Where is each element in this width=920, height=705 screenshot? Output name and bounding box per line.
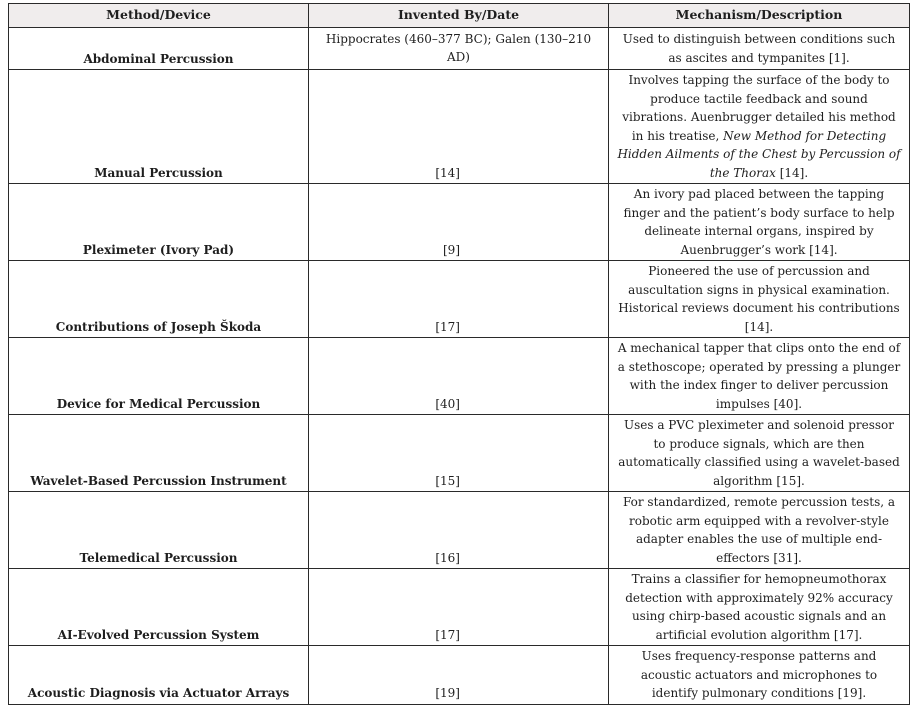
description-cell: Pioneered the use of percussion and auscultation signs in physical examination. Historical reviews document his contributions [14]. — [609, 261, 910, 338]
table-row — [9, 338, 910, 415]
treatise-title: New Method for Detecting Hidden Ailments of the Chest by Percussion of the Thorax — [617, 128, 901, 180]
method-cell: Wavelet-Based Percussion Instrument — [9, 415, 309, 492]
header-method: Method/Device — [9, 4, 309, 28]
table-row — [9, 415, 910, 492]
method-cell: AI-Evolved Percussion System — [9, 569, 309, 646]
method-cell: Pleximeter (Ivory Pad) — [9, 184, 309, 261]
invented-by-cell: [19] — [309, 646, 609, 705]
invented-by-cell: [15] — [309, 415, 609, 492]
description-cell — [609, 70, 910, 184]
table-row — [9, 261, 910, 338]
method-cell: Contributions of Joseph Škoda — [9, 261, 309, 338]
header-invented-by: Invented By/Date — [309, 4, 609, 28]
description-text: Involves tapping the surface of the body to produce tactile feedback and sound vibrations. Auenbrugger detailed his method in his treatise, — [622, 73, 896, 143]
table-row — [9, 28, 910, 70]
table-row — [9, 492, 910, 569]
table-header-row — [9, 4, 910, 28]
invented-by-cell: [40] — [309, 338, 609, 415]
table-row — [9, 646, 910, 705]
description-cell: An ivory pad placed between the tapping finger and the patient’s body surface to help delineate internal organs, inspired by Auenbrugger’s work [14]. — [609, 184, 910, 261]
description-citation: [14]. — [775, 165, 809, 180]
method-cell: Manual Percussion — [9, 70, 309, 184]
description-cell: A mechanical tapper that clips onto the end of a stethoscope; operated by pressing a plunger with the index finger to deliver percussion impulses [40]. — [609, 338, 910, 415]
invented-by-cell: [16] — [309, 492, 609, 569]
table-row — [9, 184, 910, 261]
invented-by-cell: [9] — [309, 184, 609, 261]
percussion-methods-table — [8, 3, 910, 705]
table-row — [9, 70, 910, 184]
description-cell: Uses frequency-response patterns and acoustic actuators and microphones to identify pulmonary conditions [19]. — [609, 646, 910, 705]
invented-by-cell: [17] — [309, 569, 609, 646]
invented-by-cell: [14] — [309, 70, 609, 184]
method-cell: Telemedical Percussion — [9, 492, 309, 569]
description-cell: Trains a classifier for hemopneumothorax detection with approximately 92% accuracy using chirp-based acoustic signals and an artificial evolution algorithm [17]. — [609, 569, 910, 646]
method-cell: Abdominal Percussion — [9, 28, 309, 70]
table-row — [9, 569, 910, 646]
method-cell: Acoustic Diagnosis via Actuator Arrays — [9, 646, 309, 705]
description-cell: Used to distinguish between conditions such as ascites and tympanites [1]. — [609, 28, 910, 70]
invented-by-cell: [17] — [309, 261, 609, 338]
description-cell: Uses a PVC pleximeter and solenoid pressor to produce signals, which are then automatically classified using a wavelet-based algorithm [15]. — [609, 415, 910, 492]
invented-by-cell: Hippocrates (460–377 BC); Galen (130–210 AD) — [309, 28, 609, 70]
header-mechanism: Mechanism/Description — [609, 4, 910, 28]
description-cell: For standardized, remote percussion tests, a robotic arm equipped with a revolver-style adapter enables the use of multiple end-effectors [31]. — [609, 492, 910, 569]
method-cell: Device for Medical Percussion — [9, 338, 309, 415]
